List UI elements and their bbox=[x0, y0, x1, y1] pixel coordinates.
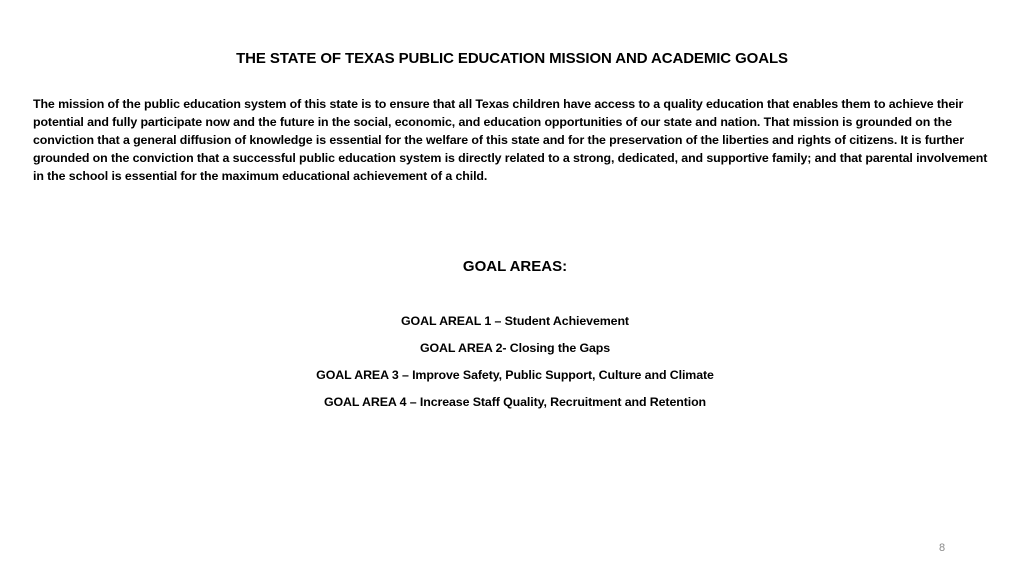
slide-title: THE STATE OF TEXAS PUBLIC EDUCATION MISSION AND ACADEMIC GOALS bbox=[236, 50, 788, 67]
goal-area-2: GOAL AREA 2- Closing the Gaps bbox=[419, 341, 611, 355]
goal-area-4: GOAL AREA 4 – Increase Staff Quality, Recruitment and Retention bbox=[323, 395, 707, 409]
goal-area-1: GOAL AREAL 1 – Student Achievement bbox=[401, 314, 629, 328]
goal-areas-heading: GOAL AREAS: bbox=[462, 258, 568, 275]
mission-statement: The mission of the public education system of this state is to ensure that all Texas children have access to a quality education that enables them to achieve their potential and fully participate now and the future in the social, economic, and education opportunities of our state and nation. That mission is grounded on the conviction that a general diffusion of knowledge is essential for the welfare of this state and for the preservation of the liberties and rights of citizens. It is further grounded on the conviction that a successful public education system is directly related to a strong, dedicated, and supportive family; and that parental involvement in the school is essential for the maximum educational achievement of a child. bbox=[33, 97, 988, 183]
goal-areas-list bbox=[0, 312, 1024, 420]
goal-area-3: GOAL AREA 3 – Improve Safety, Public Support, Culture and Climate bbox=[316, 368, 714, 382]
page-number: 8 bbox=[938, 542, 946, 554]
